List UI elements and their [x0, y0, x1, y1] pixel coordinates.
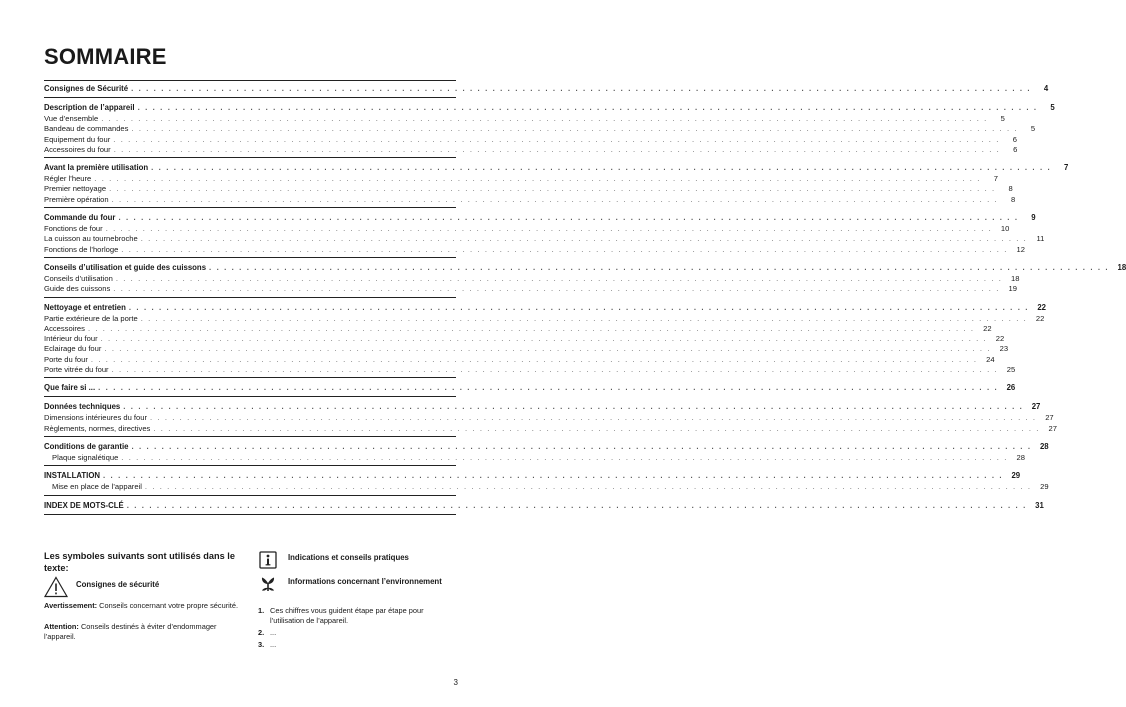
toc-heading: [44, 82, 1049, 95]
info-label: Indications et conseils pratiques: [288, 553, 409, 562]
toc-label: Régler l’heure: [44, 174, 92, 184]
step-text: ...: [270, 628, 277, 637]
toc-label: Accessoires: [44, 323, 85, 333]
step-item: [258, 640, 458, 650]
toc-page-number: 26: [1006, 383, 1016, 393]
warning-note: [44, 601, 246, 611]
toc-leader-dots: . . . . . . . . . . . . . . . . . . . . . . . . . . . . . . . . . . . . . . . . . . . . . . . . . . . . . . . . . . . . . . . . . . . . . . . . . . . . . . . . . . . . . . . . . . . . . . . . . . . . . . . . . . . . . . . . . . . . . . . .: [150, 413, 1037, 423]
safety-label: Consignes de sécurité: [76, 580, 160, 589]
toc-label: Description de l’appareil: [44, 103, 135, 112]
toc-label: Avant la première utilisation: [44, 163, 149, 173]
toc-leader-dots: . . . . . . . . . . . . . . . . . . . . . . . . . . . . . . . . . . . . . . . . . . . . . . . . . . . . . . . . . . . . . . . . . . . . . . . . . . . . . . . . . . . . . . . . . . . . . . . . . . . . . . . . . . . . . . . . . . . . . . . .: [118, 213, 1019, 223]
toc-section: [44, 499, 1044, 515]
step-number: 2.: [258, 628, 265, 637]
toc-leader-dots: . . . . . . . . . . . . . . . . . . . . . . . . . . . . . . . . . . . . . . . . . . . . . . . . . . . . . . . . . . . . . . . . . . . . . . . . . . . . . . . . . . . . . . . . . . . . . . . . . . . . . . . . . . . . . . . . . . . . . . . .: [103, 471, 1004, 481]
toc-page-number: 18: [1011, 273, 1020, 283]
title-divider: [44, 80, 456, 81]
toc-label: Consignes de Sécurité: [44, 84, 129, 93]
toc-leader-dots: . . . . . . . . . . . . . . . . . . . . . . . . . . . . . . . . . . . . . . . . . . . . . . . . . . . . . . . . . . . . . . . . . . . . . . . . . . . . . . . . . . . . . . . . . . . . . . . . . . . . . . . . . . . . . . . . . . . . . . . .: [105, 224, 993, 234]
toc-section: [44, 101, 1055, 158]
toc-page-number: 22: [1037, 302, 1047, 312]
toc-leader-dots: . . . . . . . . . . . . . . . . . . . . . . . . . . . . . . . . . . . . . . . . . . . . . . . . . . . . . . . . . . . . . . . . . . . . . . . . . . . . . . . . . . . . . . . . . . . . . . . . . . . . . . . . . . . . . . . . . . . . . . . .: [140, 234, 1028, 244]
toc-section: [44, 381, 1016, 397]
toc-entry: [44, 344, 1009, 354]
toc-leader-dots: . . . . . . . . . . . . . . . . . . . . . . . . . . . . . . . . . . . . . . . . . . . . . . . . . . . . . . . . . . . . . . . . . . . . . . . . . . . . . . . . . . . . . . . . . . . . . . . . . . . . . . . . . . . . . . . . . . . . . . . .: [113, 284, 1000, 294]
toc-entry: [44, 124, 1036, 134]
toc-page-number: 19: [1008, 284, 1017, 294]
attention-note: [44, 622, 246, 642]
warning-term: Avertissement:: [44, 601, 98, 610]
toc-entry: [44, 482, 1049, 492]
toc-entry: [44, 184, 1013, 194]
toc-leader-dots: . . . . . . . . . . . . . . . . . . . . . . . . . . . . . . . . . . . . . . . . . . . . . . . . . . . . . . . . . . . . . . . . . . . . . . . . . . . . . . . . . . . . . . . . . . . . . . . . . . . . . . . . . . . . . . . . . . . . . . . .: [137, 103, 1038, 112]
safety-legend: [44, 576, 249, 600]
toc-entry: [44, 313, 1045, 324]
step-number: 1.: [258, 606, 265, 615]
warning-triangle-icon: [44, 576, 68, 598]
toc-page-number: 10: [1000, 224, 1010, 234]
toc-heading: [44, 101, 1055, 114]
toc-leader-dots: . . . . . . . . . . . . . . . . . . . . . . . . . . . . . . . . . . . . . . . . . . . . . . . . . . . . . . . . . . . . . . . . . . . . . . . . . . . . . . . . . . . . . . . . . . . . . . . . . . . . . . . . . . . . . . . . . . . . . . . .: [111, 194, 999, 204]
toc-page-number: 27: [1045, 413, 1054, 423]
toc-entry: [44, 284, 1017, 294]
toc-leader-dots: . . . . . . . . . . . . . . . . . . . . . . . . . . . . . . . . . . . . . . . . . . . . . . . . . . . . . . . . . . . . . . . . . . . . . . . . . . . . . . . . . . . . . . . . . . . . . . . . . . . . . . . . . . . . . . . . . . . . . . . .: [126, 500, 1027, 510]
toc-leader-dots: . . . . . . . . . . . . . . . . . . . . . . . . . . . . . . . . . . . . . . . . . . . . . . . . . . . . . . . . . . . . . . . . . . . . . . . . . . . . . . . . . . . . . . . . . . . . . . . . . . . . . . . . . . . . . . . . . . . . . . . .: [111, 365, 999, 375]
toc-page-number: 22: [983, 323, 992, 333]
toc-leader-dots: . . . . . . . . . . . . . . . . . . . . . . . . . . . . . . . . . . . . . . . . . . . . . . . . . . . . . . . . . . . . . . . . . . . . . . . . . . . . . . . . . . . . . . . . . . . . . . . . . . . . . . . . . . . . . . . . . . . . . . . .: [101, 114, 988, 123]
toc-label: Fonctions de l’horloge: [44, 244, 119, 254]
toc-page-number: 25: [1006, 365, 1016, 375]
step-number: 3.: [258, 640, 265, 649]
toc-leader-dots: . . . . . . . . . . . . . . . . . . . . . . . . . . . . . . . . . . . . . . . . . . . . . . . . . . . . . . . . . . . . . . . . . . . . . . . . . . . . . . . . . . . . . . . . . . . . . . . . . . . . . . . . . . . . . . . . . . . . . . . .: [104, 344, 992, 354]
toc-section: [44, 469, 1049, 495]
toc-page-number: 31: [1035, 500, 1044, 510]
toc-heading: [44, 381, 1016, 394]
toc-label: Première opération: [44, 194, 109, 204]
step-text: Ces chiffres vous guident étape par étape pour l’utilisation de l’appareil.: [270, 606, 424, 625]
info-legend: [258, 550, 458, 570]
toc-leader-dots: . . . . . . . . . . . . . . . . . . . . . . . . . . . . . . . . . . . . . . . . . . . . . . . . . . . . . . . . . . . . . . . . . . . . . . . . . . . . . . . . . . . . . . . . . . . . . . . . . . . . . . . . . . . . . . . . . . . . . . . .: [131, 124, 1019, 134]
flower-icon: [258, 574, 278, 594]
toc-label: Partie extérieure de la porte: [44, 313, 138, 323]
toc-entry: [44, 244, 1025, 255]
toc-leader-dots: . . . . . . . . . . . . . . . . . . . . . . . . . . . . . . . . . . . . . . . . . . . . . . . . . . . . . . . . . . . . . . . . . . . . . . . . . . . . . . . . . . . . . . . . . . . . . . . . . . . . . . . . . . . . . . . . . . . . . . . .: [121, 452, 1008, 462]
toc-label: Porte vitrée du four: [44, 365, 109, 375]
toc-label: Guide des cuissons: [44, 284, 111, 294]
toc-heading: [44, 261, 1126, 274]
toc-section: [44, 211, 1045, 258]
toc-label: Equipement du four: [44, 134, 111, 144]
toc-entry: [44, 354, 995, 365]
toc-leader-dots: . . . . . . . . . . . . . . . . . . . . . . . . . . . . . . . . . . . . . . . . . . . . . . . . . . . . . . . . . . . . . . . . . . . . . . . . . . . . . . . . . . . . . . . . . . . . . . . . . . . . . . . . . . . . . . . . . . . . . . . .: [113, 144, 1001, 154]
toc-heading: [44, 499, 1044, 512]
toc-section: [44, 440, 1049, 466]
toc-entry: [44, 273, 1020, 284]
toc-page-number: 29: [1011, 471, 1021, 481]
toc-leader-dots: . . . . . . . . . . . . . . . . . . . . . . . . . . . . . . . . . . . . . . . . . . . . . . . . . . . . . . . . . . . . . . . . . . . . . . . . . . . . . . . . . . . . . . . . . . . . . . . . . . . . . . . . . . . . . . . . . . . . . . . .: [98, 383, 999, 393]
toc-page-number: 5: [1050, 103, 1055, 112]
toc-label: Données techniques: [44, 402, 121, 412]
toc-label: Commande du four: [44, 213, 116, 223]
toc-page-number: 8: [1008, 184, 1013, 194]
toc-entry: [44, 452, 1025, 463]
toc-label: Fonctions de four: [44, 224, 103, 234]
toc-entry: [44, 423, 1057, 434]
toc-section: [44, 161, 1069, 208]
toc-page-number: 7: [1063, 163, 1069, 173]
toc-label: Porte du four: [44, 354, 88, 364]
toc-leader-dots: . . . . . . . . . . . . . . . . . . . . . . . . . . . . . . . . . . . . . . . . . . . . . . . . . . . . . . . . . . . . . . . . . . . . . . . . . . . . . . . . . . . . . . . . . . . . . . . . . . . . . . . . . . . . . . . . . . . . . . . .: [153, 423, 1040, 433]
toc-label: Règlements, normes, directives: [44, 423, 151, 433]
toc-page-number: 28: [1039, 441, 1049, 451]
toc-heading: [44, 440, 1049, 453]
toc-heading: [44, 211, 1036, 224]
toc-label: Bandeau de commandes: [44, 124, 129, 134]
toc-leader-dots: . . . . . . . . . . . . . . . . . . . . . . . . . . . . . . . . . . . . . . . . . . . . . . . . . . . . . . . . . . . . . . . . . . . . . . . . . . . . . . . . . . . . . . . . . . . . . . . . . . . . . . . . . . . . . . . . . . . . . . . .: [209, 262, 1110, 272]
toc-leader-dots: . . . . . . . . . . . . . . . . . . . . . . . . . . . . . . . . . . . . . . . . . . . . . . . . . . . . . . . . . . . . . . . . . . . . . . . . . . . . . . . . . . . . . . . . . . . . . . . . . . . . . . . . . . . . . . . . . . . . . . . .: [115, 273, 1003, 283]
toc-label: Premier nettoyage: [44, 184, 107, 194]
info-icon: [258, 550, 278, 570]
toc-page-number: 8: [1011, 194, 1016, 204]
legend-title: Les symboles suivants sont utilisés dans le texte:: [44, 551, 235, 573]
toc-entry: [44, 365, 1016, 375]
toc-page-number: 27: [1048, 423, 1057, 433]
toc-leader-dots: . . . . . . . . . . . . . . . . . . . . . . . . . . . . . . . . . . . . . . . . . . . . . . . . . . . . . . . . . . . . . . . . . . . . . . . . . . . . . . . . . . . . . . . . . . . . . . . . . . . . . . . . . . . . . . . . . . . . . . . .: [109, 184, 996, 194]
step-item: [258, 606, 458, 626]
toc-label: Accessoires du four: [44, 144, 111, 154]
toc-page-number: 22: [1035, 313, 1045, 323]
toc-heading: [44, 161, 1069, 174]
warning-text: Conseils concernant votre propre sécurité.: [97, 601, 239, 610]
page-number: 3: [453, 678, 458, 687]
table-of-contents: [44, 82, 1126, 518]
step-text: ...: [270, 640, 277, 649]
toc-leader-dots: . . . . . . . . . . . . . . . . . . . . . . . . . . . . . . . . . . . . . . . . . . . . . . . . . . . . . . . . . . . . . . . . . . . . . . . . . . . . . . . . . . . . . . . . . . . . . . . . . . . . . . . . . . . . . . . . . . . . . . . .: [151, 163, 1052, 173]
toc-leader-dots: . . . . . . . . . . . . . . . . . . . . . . . . . . . . . . . . . . . . . . . . . . . . . . . . . . . . . . . . . . . . . . . . . . . . . . . . . . . . . . . . . . . . . . . . . . . . . . . . . . . . . . . . . . . . . . . . . . . . . . . .: [131, 441, 1032, 451]
toc-page-number: 28: [1016, 452, 1025, 462]
toc-heading: [44, 400, 1041, 413]
toc-entry: [44, 134, 1017, 145]
toc-entry: [44, 334, 1005, 344]
toc-entry: [44, 323, 992, 334]
attention-term: Attention:: [44, 622, 79, 631]
toc-leader-dots: . . . . . . . . . . . . . . . . . . . . . . . . . . . . . . . . . . . . . . . . . . . . . . . . . . . . . . . . . . . . . . . . . . . . . . . . . . . . . . . . . . . . . . . . . . . . . . . . . . . . . . . . . . . . . . . . . . . . . . . .: [94, 174, 981, 184]
toc-heading: [44, 469, 1021, 482]
toc-page-number: 18: [1117, 262, 1126, 272]
toc-leader-dots: . . . . . . . . . . . . . . . . . . . . . . . . . . . . . . . . . . . . . . . . . . . . . . . . . . . . . . . . . . . . . . . . . . . . . . . . . . . . . . . . . . . . . . . . . . . . . . . . . . . . . . . . . . . . . . . . . . . . . . . .: [100, 334, 988, 344]
toc-page-number: 22: [995, 334, 1005, 344]
toc-section: [44, 82, 1049, 98]
toc-label: Intérieur du four: [44, 334, 98, 344]
toc-leader-dots: . . . . . . . . . . . . . . . . . . . . . . . . . . . . . . . . . . . . . . . . . . . . . . . . . . . . . . . . . . . . . . . . . . . . . . . . . . . . . . . . . . . . . . . . . . . . . . . . . . . . . . . . . . . . . . . . . . . . . . . .: [87, 323, 975, 333]
environment-label: Informations concernant l’environnement: [288, 577, 442, 586]
toc-page-number: 6: [1013, 144, 1018, 154]
toc-leader-dots: . . . . . . . . . . . . . . . . . . . . . . . . . . . . . . . . . . . . . . . . . . . . . . . . . . . . . . . . . . . . . . . . . . . . . . . . . . . . . . . . . . . . . . . . . . . . . . . . . . . . . . . . . . . . . . . . . . . . . . . .: [90, 354, 978, 364]
toc-page-number: 5: [1000, 114, 1005, 123]
toc-label: La cuisson au tournebroche: [44, 234, 138, 244]
toc-label: Dimensions intérieures du four: [44, 413, 147, 423]
toc-label: Conseils d’utilisation: [44, 273, 113, 283]
toc-entry: [44, 144, 1018, 155]
toc-entry: [44, 234, 1045, 244]
toc-label: Mise en place de l’appareil: [52, 482, 142, 492]
toc-page-number: 12: [1016, 244, 1025, 254]
toc-leader-dots: . . . . . . . . . . . . . . . . . . . . . . . . . . . . . . . . . . . . . . . . . . . . . . . . . . . . . . . . . . . . . . . . . . . . . . . . . . . . . . . . . . . . . . . . . . . . . . . . . . . . . . . . . . . . . . . . . . . . . . . .: [131, 84, 1032, 93]
toc-label: Plaque signalétique: [52, 452, 119, 462]
environment-legend: [258, 574, 458, 594]
toc-page-number: 7: [993, 174, 998, 184]
toc-leader-dots: . . . . . . . . . . . . . . . . . . . . . . . . . . . . . . . . . . . . . . . . . . . . . . . . . . . . . . . . . . . . . . . . . . . . . . . . . . . . . . . . . . . . . . . . . . . . . . . . . . . . . . . . . . . . . . . . . . . . . . . .: [121, 244, 1008, 254]
toc-entry: [44, 194, 1016, 205]
attention-text: Conseils destinés à éviter d’endommager l’appareil.: [44, 622, 217, 641]
toc-page-number: 24: [986, 354, 995, 364]
toc-label: Eclairage du four: [44, 344, 102, 354]
toc-label: Vue d’ensemble: [44, 114, 99, 123]
toc-label: Conditions de garantie: [44, 441, 129, 451]
toc-section: [44, 301, 1047, 379]
toc-leader-dots: . . . . . . . . . . . . . . . . . . . . . . . . . . . . . . . . . . . . . . . . . . . . . . . . . . . . . . . . . . . . . . . . . . . . . . . . . . . . . . . . . . . . . . . . . . . . . . . . . . . . . . . . . . . . . . . . . . . . . . . .: [128, 302, 1030, 312]
toc-label: Conseils d’utilisation et guide des cuissons: [44, 262, 207, 272]
toc-page-number: 5: [1030, 124, 1036, 134]
step-list: [258, 606, 458, 652]
toc-page-number: 6: [1012, 134, 1017, 144]
step-item: [258, 628, 458, 638]
toc-page-number: 27: [1031, 402, 1041, 412]
page-title: SOMMAIRE: [44, 44, 167, 69]
toc-label: INSTALLATION: [44, 471, 101, 481]
toc-label: INDEX DE MOTS-CLÉ: [44, 500, 124, 510]
toc-page-number: 9: [1031, 213, 1036, 223]
toc-entry: [44, 224, 1010, 234]
toc-heading: [44, 301, 1047, 314]
toc-page-number: 29: [1040, 482, 1049, 492]
toc-section: [44, 400, 1057, 437]
toc-label: Nettoyage et entretien: [44, 302, 126, 312]
toc-leader-dots: . . . . . . . . . . . . . . . . . . . . . . . . . . . . . . . . . . . . . . . . . . . . . . . . . . . . . . . . . . . . . . . . . . . . . . . . . . . . . . . . . . . . . . . . . . . . . . . . . . . . . . . . . . . . . . . . . . . . . . . .: [113, 134, 1000, 144]
toc-page-number: 11: [1036, 234, 1045, 244]
toc-entry: [44, 114, 1005, 124]
toc-entry: [44, 174, 998, 184]
toc-section: [44, 261, 1126, 298]
toc-page-number: 4: [1043, 84, 1049, 93]
toc-label: Que faire si ...: [44, 383, 96, 393]
toc-entry: [44, 413, 1054, 423]
toc-page-number: 23: [999, 344, 1009, 354]
toc-leader-dots: . . . . . . . . . . . . . . . . . . . . . . . . . . . . . . . . . . . . . . . . . . . . . . . . . . . . . . . . . . . . . . . . . . . . . . . . . . . . . . . . . . . . . . . . . . . . . . . . . . . . . . . . . . . . . . . . . . . . . . . .: [144, 482, 1032, 492]
toc-leader-dots: . . . . . . . . . . . . . . . . . . . . . . . . . . . . . . . . . . . . . . . . . . . . . . . . . . . . . . . . . . . . . . . . . . . . . . . . . . . . . . . . . . . . . . . . . . . . . . . . . . . . . . . . . . . . . . . . . . . . . . . .: [140, 313, 1028, 323]
toc-leader-dots: . . . . . . . . . . . . . . . . . . . . . . . . . . . . . . . . . . . . . . . . . . . . . . . . . . . . . . . . . . . . . . . . . . . . . . . . . . . . . . . . . . . . . . . . . . . . . . . . . . . . . . . . . . . . . . . . . . . . . . . .: [123, 402, 1024, 412]
